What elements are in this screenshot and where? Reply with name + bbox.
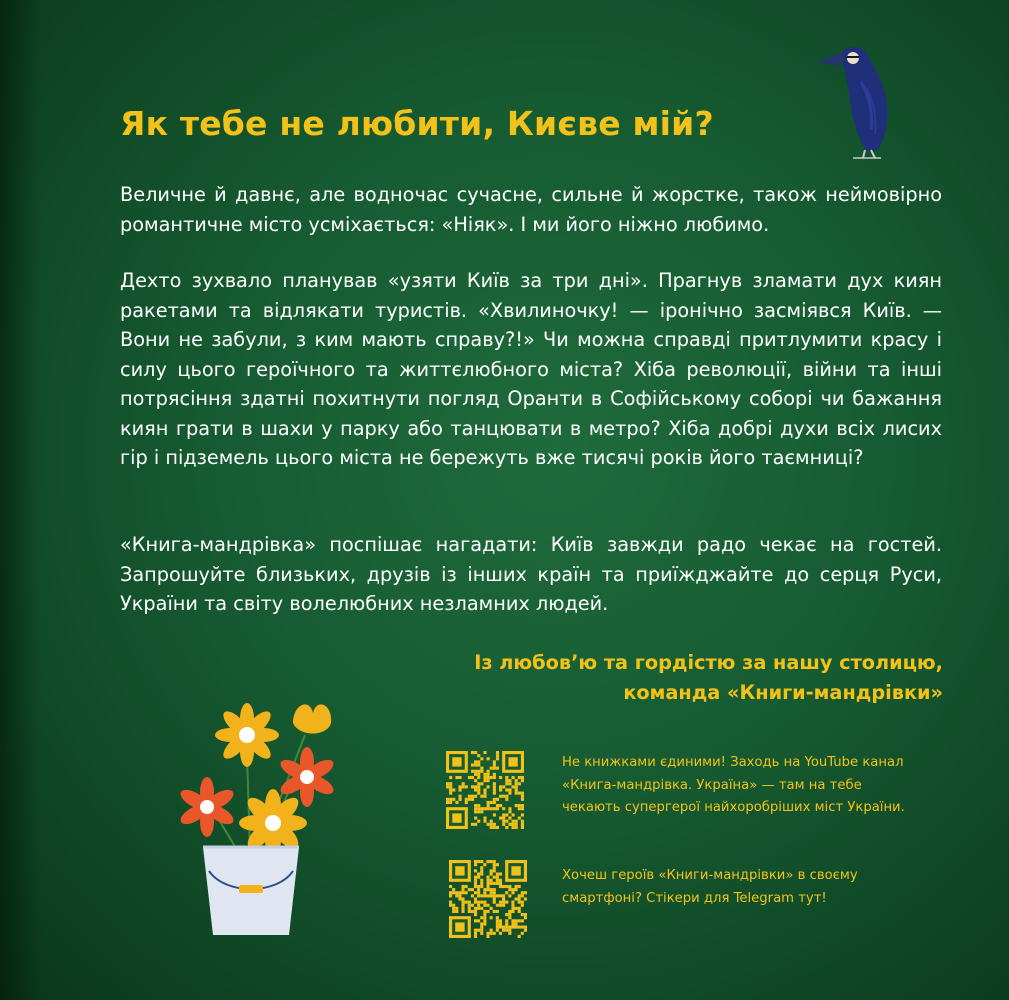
caption-line: «Книга-мандрівка. Україна» — там на тебе [562,777,862,793]
page-title: Як тебе не любити, Києве мій? [120,104,714,143]
paragraph-story: Дехто зухвало планував «узяти Київ за три дні». Прагнув зламати дух киян ракетами та відлякати туристів. «Хвилиночку! — іронічно засміявся Київ. — Вони не забули, з ким мають справу?!» Чи можна справді притлумити красу і силу цього героїчного та життєлюбного міста? Хіба революції, війни та інші потрясіння здатні похитнути погляд Оранти в Софійському соборі чи бажання киян грати в шахи у парку або танцювати в метро? Хіба добрі духи всіх лисих гір і підземель цього міста не бережуть вже тисячі років його таємниці? [120,269,942,469]
caption-line: Хочеш героїв «Книги-мандрівки» в своєму [562,868,858,883]
page-edge-shadow [0,0,40,1000]
signoff-line-1: Із любов’ю та гордістю за нашу столицю, [474,651,943,674]
paragraph-invitation: «Книга-мандрівка» поспішає нагадати: Київ завжди радо чекає на гостей. Запрошуйте близьких, друзів із інших країн та приїжджайте до серця Руси, України та світу волелюбних незламних людей. [120,533,942,615]
caption-line: смартфоні? Стікери для Telegram тут! [562,890,827,906]
crow-illustration [815,42,900,160]
qr-code-icon[interactable] [446,751,524,829]
youtube-caption [562,752,962,820]
signoff [474,648,943,707]
telegram-caption [562,865,962,910]
signoff-line-2: команда «Книги-мандрівки» [623,680,943,704]
qr-code-icon[interactable] [449,860,527,938]
paragraph-intro: Величне й давнє, але водночас сучасне, сильне й жорстке, також неймовірно романтичне місто усміхається: «Ніяк». І ми його ніжно любимо. [120,183,942,236]
flower-bucket-illustration [165,695,355,940]
caption-line: чекають супергерої найхоробріших міст України. [562,800,905,815]
caption-line: Не книжками єдиними! Заходь на YouTube канал [562,755,904,770]
